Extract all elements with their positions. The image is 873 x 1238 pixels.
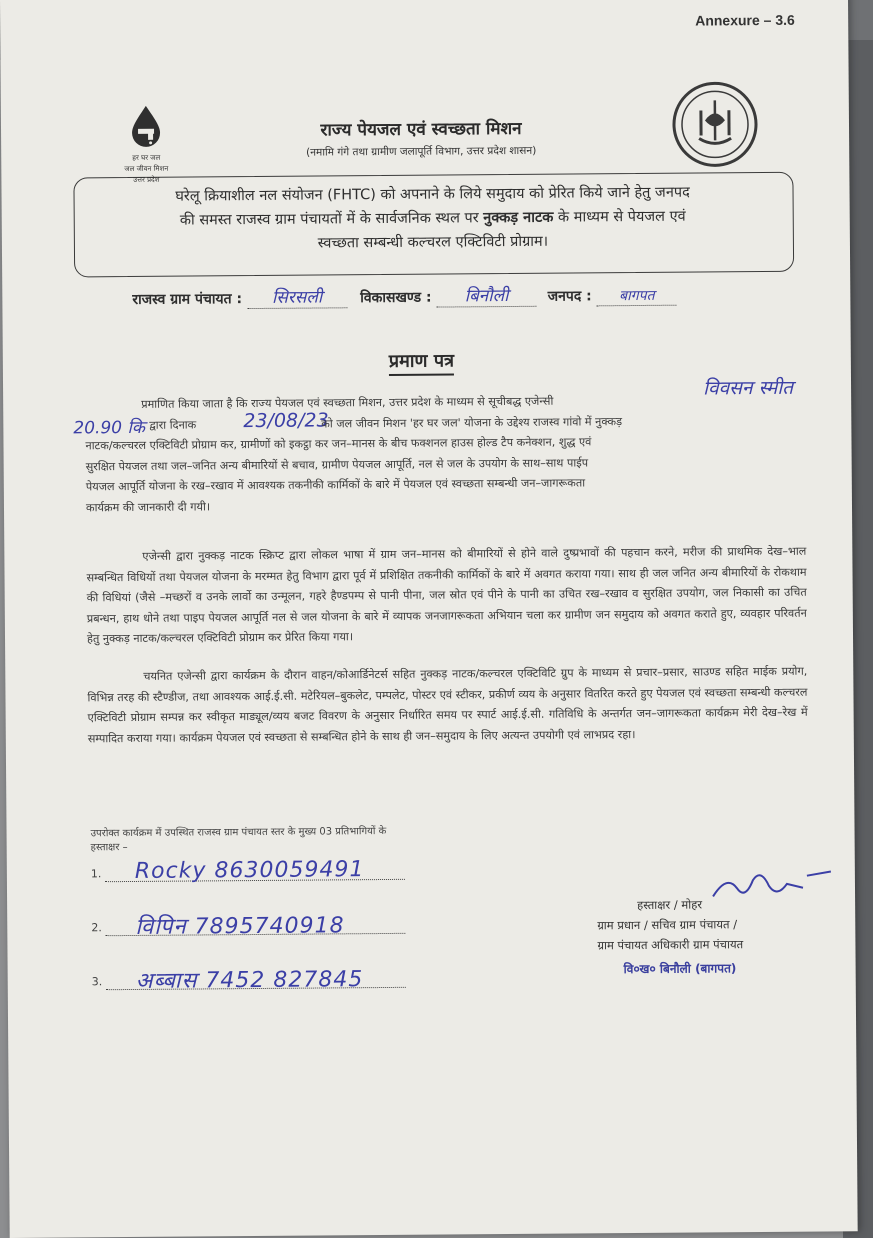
program-line-1: घरेलू क्रियाशील नल संयोजन (FHTC) को अपनाने के लिये समुदाय को प्रेरित किये जाने हेतु जनपद [175,184,690,205]
mission-title: राज्य पेयजल एवं स्वच्छता मिशन [320,118,522,141]
participant-3[interactable]: 3. अब्बास 7452 827845 [92,975,103,988]
date-handwritten: 23/08/23 [243,409,329,433]
logo-text-3: उत्तर प्रदेश [133,175,160,184]
district-field[interactable]: बागपत [597,285,677,307]
signature-scribble [707,865,837,906]
block-label: विकासखण्ड : [360,289,432,307]
uttar-pradesh-seal-icon [671,80,760,169]
participants-intro: उपरोक्त कार्यक्रम में उपस्थित राजस्व ग्राम पंचायत स्तर के मुख्य 03 प्रतिभागियों के हस्ताक्षर – [90,825,387,854]
agency-name-handwritten: विवसन स्मीत [702,376,794,400]
water-drop-tap-icon [126,104,166,148]
signatory-title-2: ग्राम पंचायत अधिकारी ग्राम पंचायत [597,937,744,953]
logo-text-1: हर घर जल [132,153,161,162]
gram-panchayat-field[interactable]: सिरसली [247,284,347,309]
logo-text-2: जल जीवन मिशन [124,164,169,174]
participant-1[interactable]: 1. Rocky 8630059491 [91,867,102,880]
paragraph-3: चयनित एजेन्सी द्वारा कार्यक्रम के दौरान वाहन/कोआर्डिनेटर्स सहित नुक्कड़ नाटक/कल्चरल एक्टिविटि ग्रुप के माध्यम से प्रचार–प्रसार, साउण्ड सहित माईक प्रयोग, विभिन्न तरह की स्टैण्डीज, तथा आवश्यक आई.ई.सी. मटेरियल–बुकलेट, पम्पलेट, पोस्टर एवं स्टीकर, प्रकीर्ण व्यय के अनुसार वितरित करते हुए पेयजल एवं स्वच्छता सम्बन्धी कल्चरल एक्टिविटी प्रोग्राम सम्पन्न कर स्वीकृत माड्यूल/व्यय बजट विवरण के अनुसार निर्धारित समय पर स्पार्ट आई.ई.सी. गतिविधि के अन्तर्गत जन–जागरूकता कार्यक्रम मेरी देख–रेख में सम्पादित कराया गया। कार्यक्रम पेयजल एवं स्वच्छता से सम्बन्धित होने के साथ ही जन–समुदाय के लिए अत्यन्त उपयोगी एवं लाभप्रद रहा। [87,664,808,745]
certificate-heading: प्रमाण पत्र [389,348,454,376]
location-fields [132,282,677,310]
district-label: जनपद : [547,288,592,305]
mission-subtitle: (नमामि गंगे तथा ग्रामीण जलापूर्ति विभाग, उत्तर प्रदेश शासन) [306,144,537,159]
up-govt-seal [671,80,760,173]
gram-panchayat-label: राजस्व ग्राम पंचायत : [132,291,243,308]
program-line-2: की समस्त राजस्व ग्राम पंचायतों में के सार्वजनिक स्थल पर नुक्कड़ नाटक के माध्यम से पेयजल एवं [179,208,686,229]
paragraph-1: प्रमाणित किया जाता है कि राज्य पेयजल एवं स्वच्छता मिशन, उत्तर प्रदेश के माध्यम से सूचीबद्ध एजेन्सी द्वारा दिनाक को जल जीवन मिशन 'हर घर जल' योजना के उद्देश्य राजस्व गांवो में नुक्कड़ नाटक/कल्चरल एक्टिविटी प्रोग्राम कर, ग्रामीणों को इकट्ठा कर जन–मानस के बीच फक्शनल हाउस होल्ड टैप कनेक्शन, शुद्ध एवं सुरक्षित पेयजल तथा जल–जनित अन्य बीमारियों से बचाव, ग्रामीण पेयजल आपूर्ति, नल से जल के उपयोग के साथ–साथ पाईप पेयजल आपूर्ति योजना के रख–रखाव में आवश्यक तकनीकी कार्मिकों के बारे में पेयजल एवं स्वच्छता सम्बन्धी जन–जागरूकता कार्यक्रम की जानकारी दी गयी। [85,394,623,514]
paragraph-2: एजेन्सी द्वारा नुक्कड़ नाटक स्क्रिप्ट द्वारा लोकल भाषा में ग्राम जन–मानस को बीमारियों से होने वाले दुष्प्रभावों की पहचान करने, मरीज की प्राथमिक देख–भाल सम्बन्धित विधियों तथा पेयजल योजना के मरम्मत हेतु विभाग द्वारा पूर्व में प्रशिक्षित तकनीकी कार्मिकों के बारे में अवगत कराया गया। साथ ही जल जनित अन्य बीमारियों के रोकथाम की विधियां (जैसे –मच्छरों व उनके लार्वो का उन्मूलन, गहरे हैण्डपम्प से पानी पीना, जल स्रोत एवं पीने के पानी का उचित रख–रखाव व सुरक्षित उपयोग, जल निकासी का उचित प्रबन्धन, हाथ धोने तथा पाइप पेयजल आपूर्ति नल से जल योजना के बारे में व्यापक जनजागरूकता अभियान चला कर ग्रामीण जन समुदाय को अवगत कराते हुए, व्यवहार परिवर्तन हेतु नुक्कड़ नाटक/कल्चरल एक्टिविटी प्रोग्राम कर प्रेरित किया गया। [86,544,807,646]
annexure-label: Annexure – 3.6 [695,11,795,29]
program-description [87,180,778,257]
participant-2[interactable]: 2. विपिन 7895740918 [91,921,102,934]
program-line-3: स्वच्छता सम्बन्धी कल्चरल एक्टिविटी प्रोग्राम। [317,233,549,252]
signatory-title-1: ग्राम प्रधान / सचिव ग्राम पंचायत / [597,917,738,933]
signature-label: हस्ताक्षर / मोहर [637,897,703,913]
block-field[interactable]: बिनौली [437,283,537,308]
jal-jeevan-logo [106,104,187,186]
block-office-stamp: वि०ख० बिनौली (बागपत) [623,961,737,977]
time-handwritten: 20.90 कि [73,417,145,439]
